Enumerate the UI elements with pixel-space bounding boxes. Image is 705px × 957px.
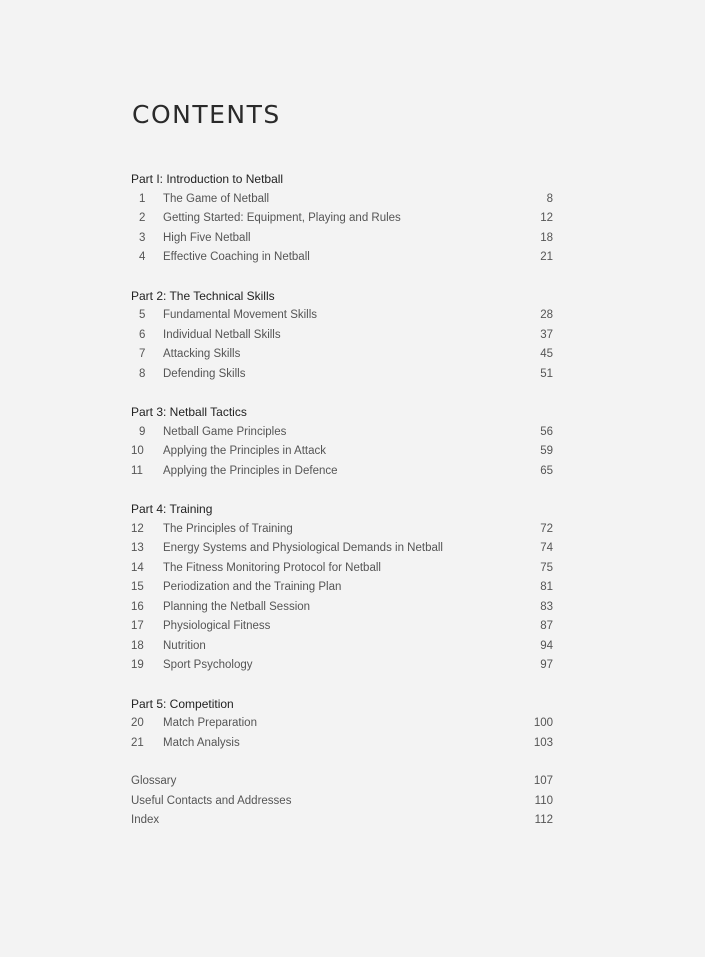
part-heading: Part I: Introduction to Netball (131, 172, 284, 186)
back-matter-title: Index (131, 814, 160, 826)
page-number: 94 (540, 639, 553, 652)
toc-entry[interactable] (131, 598, 553, 618)
page-title: CONTENTS (132, 100, 281, 129)
part-1 (131, 170, 553, 268)
toc-entry[interactable] (131, 520, 553, 540)
chapter-number: 9 (139, 425, 146, 438)
part-5 (131, 695, 553, 754)
chapter-number: 11 (131, 464, 143, 477)
chapter-title: Fundamental Movement Skills (163, 309, 318, 321)
chapter-title: Nutrition (163, 639, 206, 652)
part-heading: Part 5: Competition (131, 696, 234, 711)
page-number: 72 (540, 522, 553, 535)
page-number: 37 (540, 328, 553, 341)
page-number: 51 (540, 367, 553, 380)
toc-entry[interactable] (131, 462, 553, 482)
page-number: 81 (540, 581, 553, 593)
page-number: 74 (540, 542, 553, 554)
toc-entry[interactable] (131, 637, 553, 657)
page-number: 28 (540, 309, 553, 321)
toc-entry[interactable] (131, 734, 553, 754)
toc-entry[interactable] (131, 209, 553, 229)
chapter-title: Physiological Fitness (163, 620, 271, 632)
chapter-title: Match Preparation (163, 717, 257, 729)
toc-entry[interactable] (131, 811, 553, 831)
chapter-number: 7 (139, 348, 146, 360)
part-heading: Part 3: Netball Tactics (131, 405, 247, 419)
chapter-title: The Fitness Monitoring Protocol for Netball (163, 561, 381, 574)
chapter-number: 18 (131, 639, 144, 652)
page-number: 8 (546, 192, 553, 205)
chapter-title: Planning the Netball Session (163, 600, 311, 613)
page-number: 45 (540, 348, 553, 360)
toc-entry[interactable] (131, 248, 553, 268)
chapter-title: High Five Netball (163, 231, 251, 244)
chapter-title: Periodization and the Training Plan (163, 581, 342, 593)
back-matter-title: Useful Contacts and Addresses (131, 794, 292, 807)
page-number: 87 (540, 620, 553, 632)
chapter-title: Getting Started: Equipment, Playing and Rules (163, 212, 401, 224)
chapter-title: Sport Psychology (163, 659, 253, 671)
page-number: 100 (533, 717, 553, 729)
page-number: 110 (534, 794, 553, 807)
page-number: 21 (540, 251, 553, 263)
toc-entry[interactable] (131, 792, 553, 812)
chapter-number: 15 (131, 581, 144, 593)
page-number: 18 (540, 231, 553, 244)
chapter-number: 10 (131, 445, 144, 457)
chapter-number: 3 (139, 231, 146, 244)
chapter-title: Defending Skills (163, 367, 246, 380)
part-3 (131, 403, 553, 481)
toc-entry[interactable] (131, 578, 553, 598)
chapter-number: 20 (131, 717, 144, 729)
toc-entry[interactable] (131, 326, 553, 346)
toc-entry[interactable] (131, 617, 553, 637)
chapter-number: 6 (139, 328, 146, 341)
chapter-title: Match Analysis (163, 736, 240, 749)
chapter-title: Individual Netball Skills (163, 328, 281, 341)
chapter-number: 19 (131, 659, 144, 671)
toc-entry[interactable] (131, 229, 553, 249)
chapter-number: 8 (139, 367, 146, 380)
chapter-number: 5 (139, 309, 146, 321)
chapter-number: 21 (131, 736, 144, 749)
chapter-number: 2 (139, 212, 146, 224)
chapter-title: Attacking Skills (163, 348, 241, 360)
page-number: 83 (540, 600, 553, 613)
part-heading: Part 4: Training (131, 502, 213, 516)
toc-entry[interactable] (131, 559, 553, 579)
chapter-title: Netball Game Principles (163, 425, 287, 438)
toc-entry[interactable] (131, 190, 553, 210)
toc-entry[interactable] (131, 306, 553, 326)
toc-entry[interactable] (131, 772, 553, 792)
chapter-number: 12 (131, 522, 144, 535)
toc-entry[interactable] (131, 442, 553, 462)
chapter-number: 4 (139, 251, 146, 263)
part-heading: Part 2: The Technical Skills (131, 288, 275, 303)
table-of-contents (131, 170, 553, 831)
toc-entry[interactable] (131, 365, 553, 385)
page-number: 97 (540, 659, 553, 671)
page-number: 56 (540, 425, 553, 438)
back-matter-title: Glossary (131, 775, 177, 787)
chapter-title: The Game of Netball (163, 192, 270, 205)
chapter-number: 13 (131, 542, 144, 554)
chapter-title: Applying the Principles in Attack (163, 445, 327, 457)
page-number: 12 (540, 212, 553, 224)
chapter-title: Energy Systems and Physiological Demands in Netball (163, 542, 443, 554)
page-number: 103 (533, 736, 553, 749)
page-number: 65 (540, 464, 553, 477)
toc-entry[interactable] (131, 423, 553, 443)
page-number: 112 (534, 814, 553, 826)
back-matter (131, 772, 553, 831)
chapter-number: 1 (139, 192, 146, 205)
chapter-title: Effective Coaching in Netball (163, 251, 310, 263)
chapter-number: 16 (131, 600, 144, 613)
chapter-title: Applying the Principles in Defence (163, 464, 338, 477)
toc-entry[interactable] (131, 345, 553, 365)
toc-entry[interactable] (131, 539, 553, 559)
toc-entry[interactable] (131, 714, 553, 734)
part-2 (131, 287, 553, 385)
page-number: 59 (540, 445, 553, 457)
page-number: 107 (533, 775, 553, 787)
toc-entry[interactable] (131, 656, 553, 676)
page-number: 75 (540, 561, 553, 574)
chapter-number: 14 (131, 561, 144, 574)
chapter-number: 17 (131, 620, 144, 632)
part-4 (131, 500, 553, 676)
chapter-title: The Principles of Training (163, 522, 293, 535)
